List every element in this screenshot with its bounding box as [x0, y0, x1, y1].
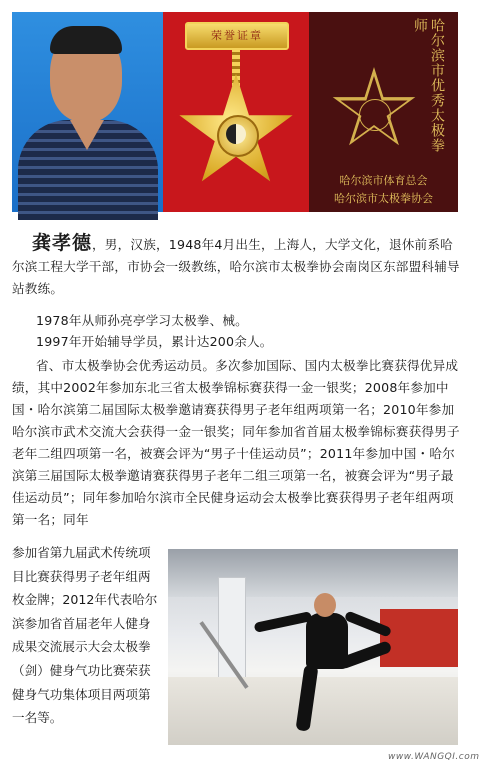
- paragraph-study: 1978年从师孙亮亭学习太极拳、械。: [36, 313, 248, 328]
- paragraph-achievements: 省、市太极拳协会优秀运动员。多次参加国际、国内太极拳比赛获得优异成绩，其中2002年参加东北三省太极拳锦标赛获得一金一银奖；2008年参加中国・哈尔滨第二届国际太极拳邀请赛获得男子老年组两项第一名；2010年参加哈尔滨市武术交流大会获得一金一银奖；同年参加省首届太极拳锦标赛获得男子老年二组四项第一名，被赛会评为“男子十佳运动员”；2011年参加中国・哈尔滨第三届国际太极拳邀请赛获得男子老年二组三项第一名，被赛会评为“男子最佳运动员”；同年参加哈尔滨市全民健身运动会太极拳比赛获得男子老年组两项第一名；同年: [12, 358, 460, 527]
- certificate-org-2: 哈尔滨市太极拳协会: [334, 192, 433, 205]
- medal-plate: 荣誉证章: [185, 22, 289, 50]
- certificate-org-1: 哈尔滨市体育总会: [339, 174, 428, 187]
- intro-text: ，男，汉族，1948年4月出生，上海人，大学文化，退休前系哈尔滨工程大学干部，市协会一级教练，哈尔滨市太极拳协会南岗区东部盟科辅导站教练。: [12, 237, 460, 296]
- intro-paragraph: [12, 232, 464, 300]
- paragraph-coaching: 1997年开始辅导学员，累计达200余人。: [36, 334, 273, 349]
- site-watermark: www.WANGQI.com: [388, 752, 480, 762]
- certificate-photo: [309, 12, 458, 212]
- person-name: 龚孝德: [32, 232, 93, 254]
- certificate-title: 哈尔滨市优秀太极拳师: [412, 18, 445, 153]
- taichi-sword-photo: [168, 549, 458, 745]
- honor-medal-photo: [163, 12, 309, 212]
- paragraph-achievements-continued: 参加省第九届武术传统项目比赛获得男子老年组两枚金牌；2012年代表哈尔滨参加省首届老年人健身成果交流展示大会太极拳（剑）健身气功比赛荣获健身气功集体项目两项第一名等。: [12, 545, 158, 726]
- portrait-photo: [12, 12, 163, 212]
- taiji-icon: [226, 124, 246, 144]
- practitioner-figure: [306, 613, 348, 669]
- photo-strip: [12, 12, 458, 212]
